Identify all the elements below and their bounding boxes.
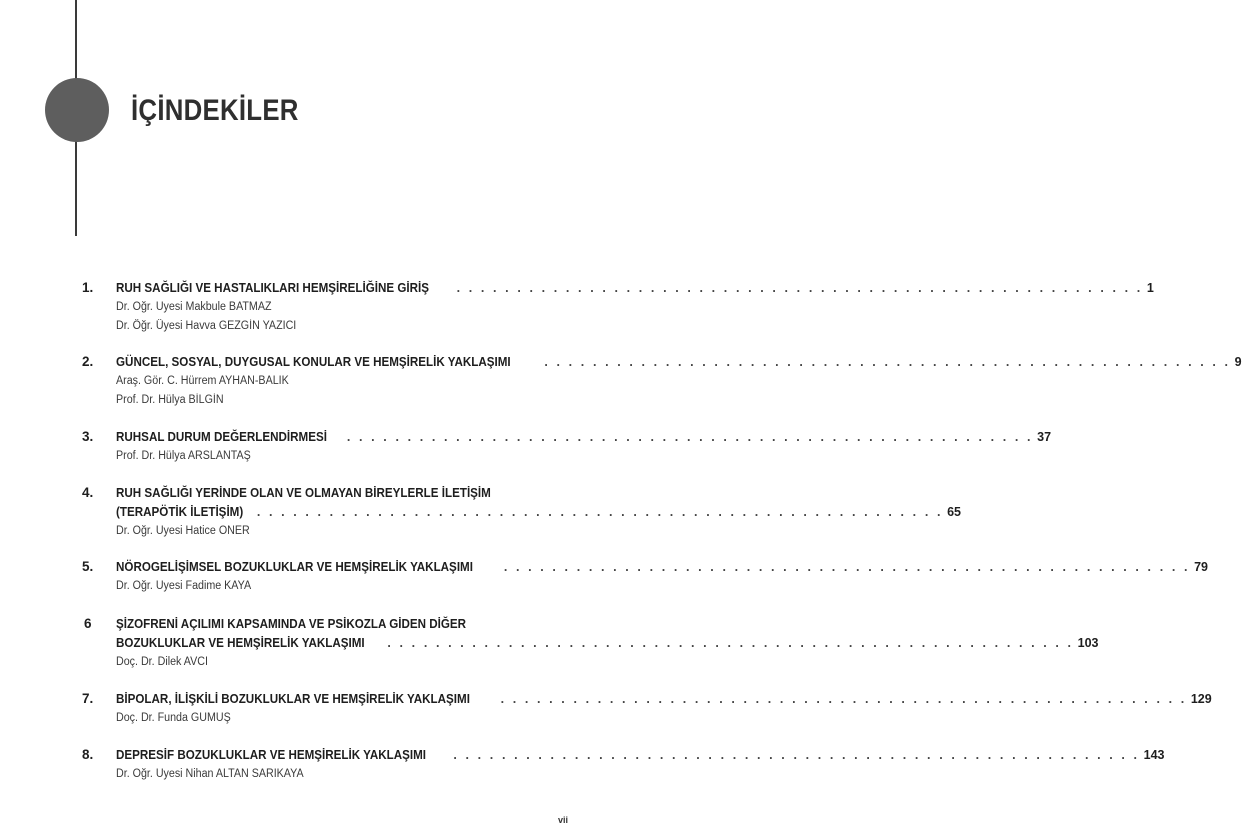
chapter-title-line[interactable] (116, 615, 565, 633)
page-number: 37 (1037, 430, 1052, 444)
page-number: 103 (1077, 636, 1099, 650)
chapter-title-line[interactable] (116, 746, 1165, 764)
chapter-number: 7. (82, 691, 94, 706)
author: Dr. Öğr. Üyesi Makbule BATMAZ (116, 301, 272, 313)
page-number: 1 (1146, 281, 1154, 295)
chapter-title: RUH SAĞLIĞI YERİNDE OLAN VE OLMAYAN BİREYLERLE İLETİŞİM (116, 486, 491, 500)
chapter-title: DEPRESİF BOZUKLUKLAR VE HEMŞİRELİK YAKLAŞIMI (116, 748, 427, 762)
chapter-title-line[interactable] (116, 353, 1242, 371)
author: Araş. Gör. C. Hürrem AYHAN-BALIK (116, 375, 289, 387)
chapter-title-line[interactable] (116, 503, 961, 521)
chapter-number: 6 (84, 616, 92, 631)
author: Dr. Öğr. Üyesi Nihan ALTAN SARIKAYA (116, 768, 304, 780)
dot-leader: . . . . . . . . . . . . . . . . . . . . . . . . . . . . . . . . . . . . . . . . . . . . . . . . . . . . . . . . . (456, 281, 1143, 295)
chapter-title-continued: (TERAPÖTİK İLETİŞİM) (116, 505, 244, 519)
dot-leader: . . . . . . . . . . . . . . . . . . . . . . . . . . . . . . . . . . . . . . . . . . . . . . . . . . . . . . . . . (544, 355, 1231, 369)
chapter-title-line[interactable] (116, 484, 565, 502)
chapter-number: 5. (82, 559, 94, 574)
chapter-title-line[interactable] (116, 279, 1154, 297)
chapter-number: 4. (82, 485, 94, 500)
page-number: 9 (1234, 355, 1242, 369)
chapter-title-line[interactable] (116, 428, 1052, 446)
page-number: 65 (947, 505, 961, 519)
dot-leader: . . . . . . . . . . . . . . . . . . . . . . . . . . . . . . . . . . . . . . . . . . . . . . . . . . . . . . . . . (500, 692, 1187, 706)
author: Prof. Dr. Hülya ARSLANTAŞ (116, 450, 251, 462)
author: Doç. Dr. Dilek AVCI (116, 656, 208, 668)
dot-leader: . . . . . . . . . . . . . . . . . . . . . . . . . . . . . . . . . . . . . . . . . . . . . . . . . . . . . . . . . (453, 748, 1140, 762)
author: Dr. Öğr. Üyesi Havva GEZGİN YAZICI (116, 320, 297, 332)
chapter-title-line[interactable] (116, 690, 1212, 708)
chapter-number: 3. (82, 429, 94, 444)
chapter-number: 2. (82, 354, 94, 369)
author: Dr. Öğr. Üyesi Fadime KAYA (116, 580, 252, 592)
chapter-number: 8. (82, 747, 94, 762)
page-number: 143 (1143, 748, 1165, 762)
chapter-title-line[interactable] (116, 558, 1208, 576)
dot-leader: . . . . . . . . . . . . . . . . . . . . . . . . . . . . . . . . . . . . . . . . . . . . . . . . . . . . . . . . . (503, 560, 1191, 574)
author: Prof. Dr. Hülya BİLGİN (116, 394, 224, 406)
dot-leader: . . . . . . . . . . . . . . . . . . . . . . . . . . . . . . . . . . . . . . . . . . . . . . . . . . . . . . . . . (387, 636, 1074, 650)
author: Doç. Dr. Funda GÜMÜŞ (116, 712, 231, 724)
chapter-title: BİPOLAR, İLİŞKİLİ BOZUKLUKLAR VE HEMŞİRELİK YAKLAŞIMI (116, 692, 470, 706)
chapter-title-line[interactable] (116, 634, 1099, 652)
dot-leader: . . . . . . . . . . . . . . . . . . . . . . . . . . . . . . . . . . . . . . . . . . . . . . . . . . . . . . . . . (256, 505, 944, 519)
page-number: 79 (1194, 560, 1208, 574)
page-folio: vii (558, 815, 569, 825)
chapter-title: ŞİZOFRENİ AÇILIMI KAPSAMINDA VE PSİKOZLA GİDEN DİĞER (116, 617, 467, 631)
chapter-number: 1. (82, 280, 94, 295)
chapter-title: NÖROGELİŞİMSEL BOZUKLUKLAR VE HEMŞİRELİK YAKLAŞIMI (116, 560, 473, 574)
decorative-circle (45, 78, 109, 142)
chapter-title: RUH SAĞLIĞI VE HASTALIKLARI HEMŞİRELİĞİNE GİRİŞ (116, 281, 430, 295)
author: Dr. Öğr. Üyesi Hatice ÖNER (116, 525, 250, 537)
page-number: 129 (1190, 692, 1212, 706)
chapter-title: RUHSAL DURUM DEĞERLENDİRMESİ (116, 430, 327, 444)
chapter-title-continued: BOZUKLUKLAR VE HEMŞİRELİK YAKLAŞIMI (116, 636, 365, 650)
chapter-title: GÜNCEL, SOSYAL, DUYGUSAL KONULAR VE HEMŞİRELİK YAKLAŞIMI (116, 355, 511, 369)
page-title: İÇİNDEKİLER (131, 94, 299, 127)
dot-leader: . . . . . . . . . . . . . . . . . . . . . . . . . . . . . . . . . . . . . . . . . . . . . . . . . . . . . . . . . (346, 430, 1034, 444)
